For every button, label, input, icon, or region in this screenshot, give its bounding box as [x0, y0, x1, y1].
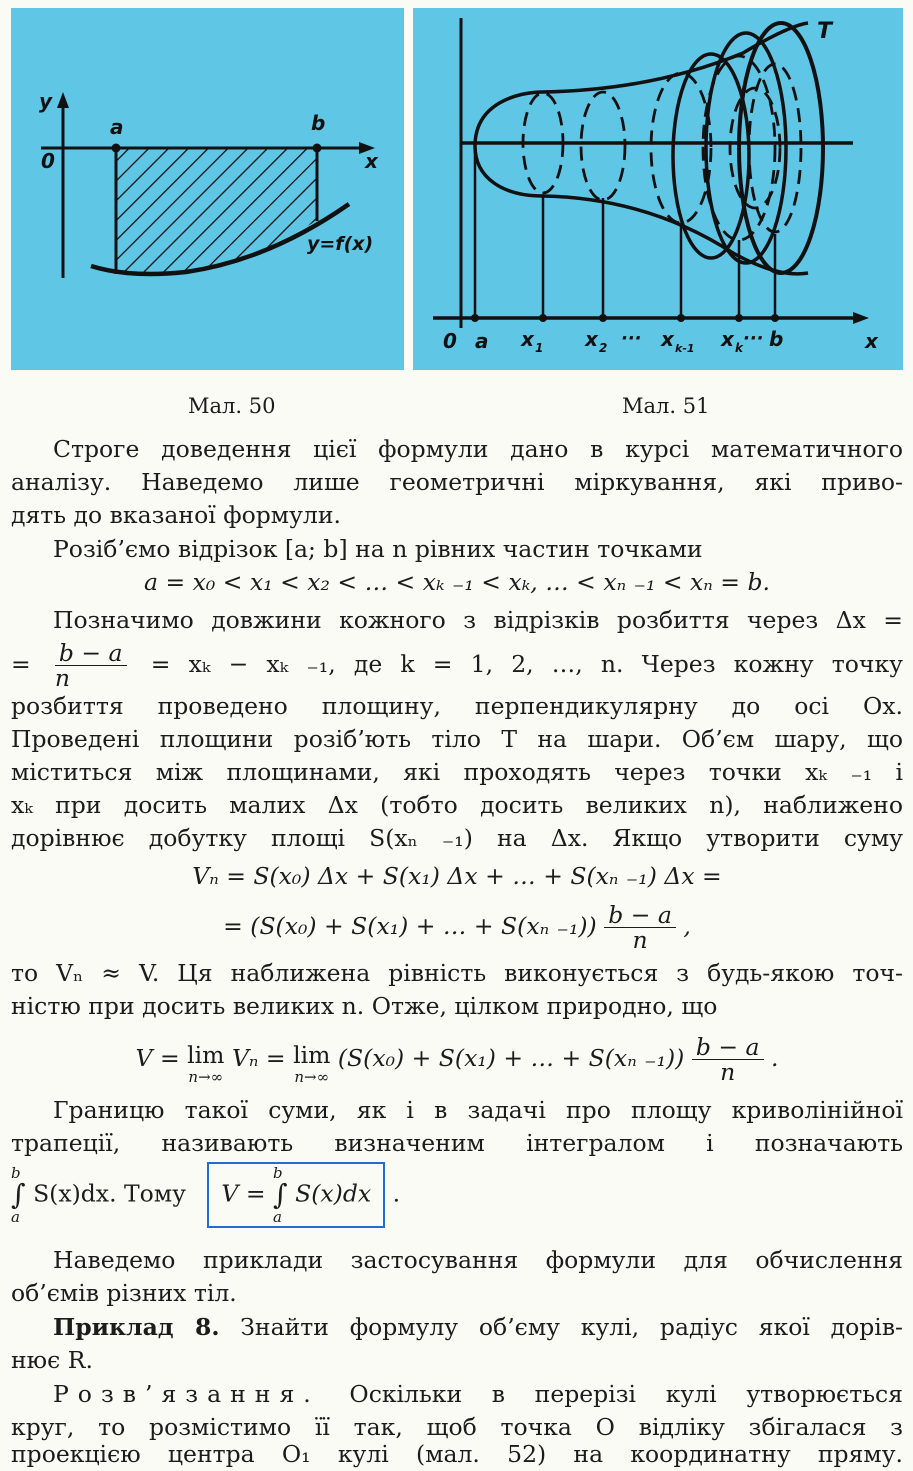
formula-fragment: = (S(x₀) + S(x₁) + … + S(xₙ ₋₁)) — [223, 912, 597, 940]
example-label: Приклад 8. — [53, 1313, 220, 1341]
text-line: ністю при досить великих n. Отже, цілком природно, що — [11, 992, 718, 1020]
text-fragment: = xₖ − xₖ ₋₁, де k = 1, 2, …, n. Через кожну точку — [150, 650, 903, 678]
caption-figure-50: Мал. 50 — [188, 394, 276, 418]
text-line: трапеції, називають визначеним інтегралом і позначають — [11, 1129, 903, 1157]
example-heading-line — [11, 1311, 903, 1344]
text-line: Наведемо приклади застосування формули для обчислення — [53, 1246, 903, 1274]
text-line: розбиття проведено площину, перпендикулярну до осі Ox. — [11, 692, 903, 720]
figure-51 — [413, 8, 903, 370]
label-xk1-sub: k-1 — [675, 342, 695, 355]
text-line: Границю такої суми, як і в задачі про площу криволінійної — [53, 1096, 903, 1124]
formula-vn-sum: Vₙ = S(x₀) Δx + S(x₁) Δx + … + S(xₙ ₋₁) Δx = — [192, 862, 722, 890]
lim-text: lim — [187, 1041, 225, 1069]
fraction — [604, 903, 676, 952]
formula-end: , — [683, 912, 691, 940]
limit-operator — [293, 1042, 330, 1086]
lim-subscript: n→∞ — [188, 1068, 224, 1086]
text-line: проекцією центра O₁ кулі (мал. 52) на координатну пряму. — [11, 1440, 903, 1468]
solution-line — [11, 1378, 903, 1411]
text-fragment: Оскільки в перерізі кулі утворюється — [349, 1380, 903, 1408]
fraction-numerator: b − a — [604, 903, 676, 928]
fraction-denominator: n — [54, 664, 71, 692]
text-line: xₖ при досить малих Δx (тобто досить великих n), наближено — [11, 791, 903, 819]
text-line: об’ємів різних тіл. — [11, 1279, 237, 1307]
hatched-area — [111, 143, 321, 283]
label-xk-sub: k — [735, 341, 743, 355]
fraction-numerator: b − a — [55, 641, 127, 666]
formula-limit — [11, 1030, 903, 1090]
label-y: y — [39, 89, 53, 113]
equals-sign: = — [11, 650, 31, 678]
integral-definition-line — [11, 1162, 903, 1240]
label-b: b — [311, 111, 326, 135]
label-b-51: b — [769, 327, 784, 351]
label-x: x — [365, 149, 378, 173]
integral-symbol — [11, 1164, 26, 1226]
fraction-numerator: b − a — [692, 1035, 764, 1060]
integral-sign: ∫ — [273, 1178, 288, 1211]
fraction-denominator: n — [632, 926, 648, 954]
formula-vn-factored — [11, 898, 903, 954]
figure-50-graph — [11, 8, 404, 370]
integral-upper-limit: b — [11, 1164, 21, 1182]
text-line: Строге доведення цієї формули дано в курсі математичного — [53, 435, 903, 463]
formula-fragment: Vₙ = — [231, 1044, 286, 1072]
fraction-denominator: n — [720, 1058, 736, 1086]
label-x-51: x — [865, 329, 878, 353]
label-dots-1: ··· — [621, 328, 642, 349]
text-line: дять до вказаної формули. — [11, 501, 341, 529]
text-fragment: S(x)dx. Тому — [33, 1179, 186, 1208]
solution-label: Розв’язання. — [53, 1380, 320, 1408]
label-dots-2: ··· — [743, 328, 764, 349]
formula-fragment: (S(x₀) + S(x₁) + … + S(xₙ ₋₁)) — [337, 1044, 685, 1072]
lim-subscript: n→∞ — [294, 1068, 330, 1086]
text-line: Розіб’ємо відрізок [a; b] на n рівних частин точками — [53, 535, 703, 563]
integral-upper-limit: b — [273, 1164, 283, 1182]
label-x2: x — [585, 327, 598, 351]
integral-sign: ∫ — [11, 1178, 26, 1211]
text-line: Позначимо довжини кожного з відрізків розбиття через Δx = — [53, 606, 903, 634]
figure-51-solid — [413, 8, 903, 370]
formula-fragment: V = — [135, 1044, 180, 1072]
limit-operator — [187, 1042, 224, 1086]
label-a-51: a — [475, 329, 489, 353]
label-origin-51: 0 — [443, 329, 457, 353]
text-line: Проведені площини розіб’ють тіло T на шари. Об’єм шару, що — [11, 725, 903, 753]
label-a: a — [110, 115, 124, 139]
text-line: то Vₙ ≈ V. Ця наближена рівність виконується з будь-якою точ- — [11, 959, 903, 987]
formula-delta-x — [11, 636, 903, 692]
label-xk: x — [721, 327, 734, 351]
text-line: дорівнює добутку площі S(xₙ ₋₁) на Δx. Якщо утворити суму — [11, 824, 903, 852]
label-T: T — [817, 19, 833, 44]
formula-partition: a = x₀ < x₁ < x₂ < … < xₖ ₋₁ < xₖ, … < xₙ ₋₁ < xₙ = b. — [144, 568, 770, 596]
label-xk1: x — [661, 327, 674, 351]
label-x1: x — [521, 327, 534, 351]
integral-lower-limit: a — [11, 1208, 20, 1226]
text-line: круг, то розмістимо її так, щоб точка O відліку збігалася з — [11, 1413, 903, 1441]
integral-lower-limit: a — [273, 1208, 282, 1226]
label-origin: 0 — [41, 149, 55, 173]
text-line: міститься між площинами, які проходять через точки xₖ ₋₁ і — [11, 758, 903, 786]
text-fragment: Знайти формулу об’єму кулі, радіус якої дорів- — [240, 1313, 903, 1341]
text-line: аналізу. Наведемо лише геометричні міркування, які приво- — [11, 468, 903, 496]
label-function: y=f(x) — [307, 233, 374, 255]
text-line: нює R. — [11, 1346, 93, 1374]
caption-figure-51: Мал. 51 — [622, 394, 710, 418]
formula-fragment: S(x)dx — [295, 1179, 372, 1208]
fraction-delta — [55, 641, 127, 690]
integral-symbol — [273, 1164, 288, 1226]
figure-50 — [11, 8, 404, 370]
lim-text: lim — [293, 1041, 331, 1069]
fraction — [692, 1035, 764, 1084]
label-x1-sub: 1 — [535, 341, 544, 355]
boxed-formula — [207, 1162, 385, 1228]
text-fragment: . — [392, 1179, 401, 1208]
label-x2-sub: 2 — [599, 341, 608, 355]
formula-fragment: V = — [221, 1179, 266, 1208]
formula-end: . — [771, 1044, 779, 1072]
